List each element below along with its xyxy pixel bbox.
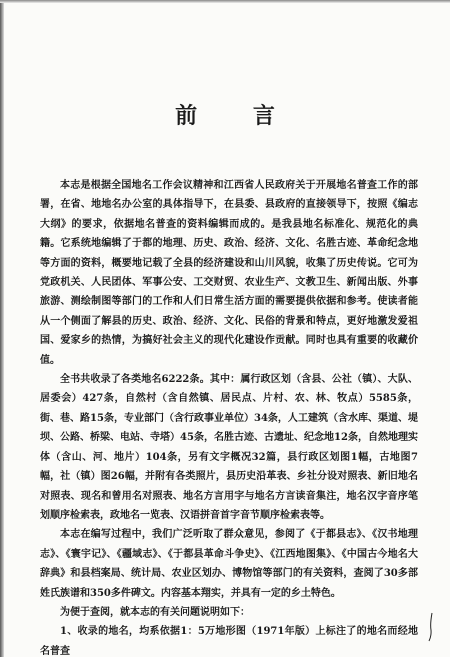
page-left-edge xyxy=(0,0,4,657)
page-top-edge xyxy=(0,0,450,3)
paragraph-note-1: 1、收录的地名，均系依据1：5万地形图（1971年版）上标注了的地名而经地名普查 xyxy=(40,626,418,657)
margin-pen-mark xyxy=(426,612,436,642)
paragraph-sources: 本志在编写过程中，我们广泛听取了群众意见，参阅了《于都县志》、《汉书地理志》、《寰宇记》、《疆域志》、《于都县革命斗争史》、《江西地图集》、《中国古今地名大辞典》和县档案局、统计局、农业区划办、博物馆等部门的有关资料，查阅了30多部姓氏族谱和350多件碑文。内容基本翔实，并具有一定的乡土特色。 xyxy=(40,529,418,599)
page-title: 前 言 xyxy=(175,103,299,129)
body-text xyxy=(40,176,418,661)
paragraph-purpose: 本志是根据全国地名工作会议精神和江西省人民政府关于开展地名普查工作的部署，在省、地地名办公室的具体指导下，在县委、县政府的直接领导下，按照《编志大纲》的要求，依据地名普查的资料编辑而成的。是我县地名标准化、规范化的典籍。它系统地编辑了于都的地理、历史、政治、经济、文化、名胜古迹、革命纪念地等方面的资料，概要地记载了全县的经济建设和山川风貌，收集了历史传说。它可为党政机关、人民团体、军事公安、工交财贸、农业生产、文教卫生、新闻出版、外事旅游、测绘制图等部门的工作和人们日常生活方面的需要提供依据和参考。使读者能从一个侧面了解县的历史、政治、经济、文化、民俗的背景和特点，更好地激发爱祖国、爱家乡的热情，为搞好社会主义的现代化建设作贡献。同时也具有重要的收藏价值。 xyxy=(40,180,418,366)
paragraph-contents: 全书共收录了各类地名6222条。其中：属行政区划（含县、公社（镇）、大队、居委会）427条，自然村（含自然镇、居民点、片村、农、林、牧点）5585条，街、巷、路15条，专业部门（含行政事业单位）34条，人工建筑（含水库、渠道、堤坝、公路、桥梁、电站、寺塔）45条，名胜古迹、古遗址、纪念地12条，自然地理实体（含山、河、地片）104条，另有文字概况32篇，县行政区划图1幅，古地图7幅，社（镇）图26幅，并附有各类照片，县历史沿革表、乡社分设对照表、新旧地名对照表、现名和曾用名对照表、地名方言用字与地名方言读音集注，地名汉字音序笔划顺序检索表，政地名一览表、汉语拼音首字音节顺序检索表等。 xyxy=(40,374,418,521)
paragraph-notes-intro: 为便于查阅，就本志的有关问题说明如下： xyxy=(60,606,250,618)
